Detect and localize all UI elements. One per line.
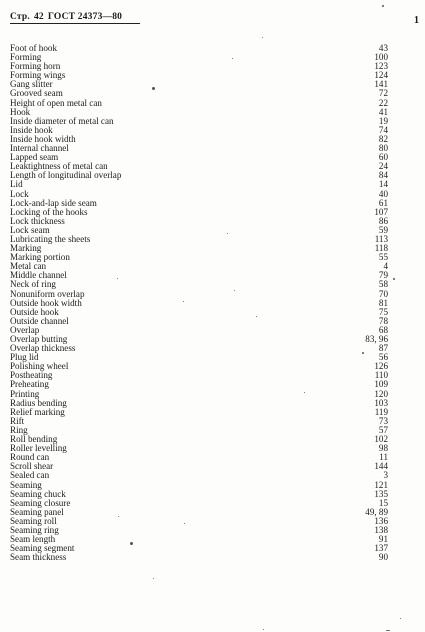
index-term: Overlap thickness (10, 343, 76, 354)
index-entry (10, 44, 388, 53)
index-page-ref: 41 (378, 106, 388, 117)
index-term: Overlap butting (10, 334, 68, 344)
index-term: Preheating (10, 379, 49, 390)
index-term: Metal can (10, 261, 47, 272)
scan-speck (263, 629, 264, 630)
scan-speck (227, 233, 228, 234)
index-term: Roller levelling (10, 443, 67, 454)
index-page-ref: 68 (378, 324, 388, 335)
index-term: Nonuniform overlap (10, 288, 85, 299)
scan-speck (118, 516, 119, 517)
index-page-ref: 14 (378, 179, 388, 190)
index-page-ref: 70 (378, 288, 388, 299)
index-entry (10, 80, 388, 89)
corner-mark: 1 (414, 15, 419, 26)
index-page-ref: 19 (378, 115, 388, 126)
index-page-ref: 74 (378, 124, 388, 135)
index-term: Height of open metal can (10, 97, 102, 108)
index-term: Roll bending (10, 434, 58, 445)
index-entry (10, 171, 388, 180)
index-entry (10, 517, 388, 526)
index-page-ref: 141 (374, 79, 388, 90)
index-list (10, 44, 388, 562)
index-page-ref: 123 (374, 61, 388, 72)
index-entry (10, 380, 388, 389)
index-entry (10, 180, 388, 189)
index-term: Seaming ring (10, 524, 59, 535)
index-term: Seaming closure (10, 497, 71, 508)
index-term: Locking of the hooks (10, 206, 88, 217)
index-entry (10, 444, 388, 453)
index-page-ref: 55 (378, 252, 388, 263)
index-entry (10, 235, 388, 244)
index-term: Marking (10, 243, 42, 254)
index-entry (10, 99, 388, 108)
index-term: Seam thickness (10, 552, 67, 563)
index-term: Polishing wheel (10, 361, 69, 372)
scan-speck (117, 278, 118, 279)
index-page-ref: 138 (374, 524, 388, 535)
index-term: Seaming segment (10, 543, 75, 554)
index-term: Lapped seam (10, 152, 59, 163)
index-term: Gang slitter (10, 79, 53, 90)
index-page-ref: 15 (378, 497, 388, 508)
index-page-ref: 72 (378, 88, 388, 99)
index-page-ref: 78 (378, 315, 388, 326)
index-term: Forming wings (10, 70, 66, 81)
index-page-ref: 43 (378, 43, 388, 53)
index-page-ref: 100 (374, 52, 388, 63)
index-term: Lock thickness (10, 215, 65, 226)
index-entry (10, 426, 388, 435)
index-term: Grooved seam (10, 88, 63, 99)
index-page-ref: 90 (378, 552, 388, 563)
index-page-ref: 98 (378, 443, 388, 454)
index-entry (10, 344, 388, 353)
index-term: Plug lid (10, 352, 39, 363)
index-page-ref: 59 (378, 224, 388, 235)
index-term: Lock seam (10, 224, 50, 235)
index-page-ref: 137 (374, 543, 388, 554)
index-term: Seam length (10, 534, 56, 545)
index-entry (10, 462, 388, 471)
index-entry (10, 481, 388, 490)
index-page-ref: 58 (378, 279, 388, 290)
index-page-ref: 49, 89 (365, 506, 388, 517)
scan-speck (262, 37, 263, 38)
index-entry (10, 217, 388, 226)
index-page-ref: 61 (378, 197, 388, 208)
index-page-ref: 57 (378, 424, 388, 435)
index-entry (10, 362, 388, 371)
index-page-ref: 121 (374, 479, 388, 490)
index-term: Sealed can (10, 470, 50, 481)
index-page-ref: 87 (378, 343, 388, 354)
index-page-ref: 81 (378, 297, 388, 308)
index-entry (10, 544, 388, 553)
index-term: Forming (10, 52, 42, 63)
index-term: Outside hook width (10, 297, 82, 308)
page-prefix: Стр. (10, 12, 30, 22)
scan-speck (393, 278, 395, 280)
index-entry (10, 317, 388, 326)
index-entry (10, 117, 388, 126)
index-page-ref: 3 (383, 470, 388, 481)
index-term: Ring (10, 424, 28, 435)
index-term: Lid (10, 179, 23, 190)
index-page-ref: 24 (378, 161, 388, 172)
index-term: Printing (10, 388, 40, 399)
index-entry (10, 471, 388, 480)
index-page-ref: 11 (379, 452, 388, 463)
index-entry (10, 208, 388, 217)
scan-speck (304, 392, 305, 393)
index-page-ref: 86 (378, 215, 388, 226)
index-entry (10, 53, 388, 62)
index-term: Neck of ring (10, 279, 56, 290)
index-page-ref: 126 (374, 361, 388, 372)
index-entry (10, 253, 388, 262)
index-page-ref: 113 (374, 233, 388, 244)
page-header (10, 12, 140, 24)
index-term: Lock (10, 188, 29, 199)
index-page-ref: 4 (383, 261, 388, 272)
index-page-ref: 120 (374, 388, 388, 399)
index-page-ref: 84 (378, 170, 388, 181)
scan-speck (130, 542, 133, 545)
index-term: Overlap (10, 324, 40, 335)
index-page-ref: 109 (374, 379, 388, 390)
index-term: Seaming panel (10, 506, 64, 517)
index-page-ref: 91 (378, 534, 388, 545)
index-entry (10, 144, 388, 153)
index-term: Forming horn (10, 61, 61, 72)
index-page-ref: 73 (378, 415, 388, 426)
index-term: Length of longitudinal overlap (10, 170, 122, 181)
index-entry (10, 508, 388, 517)
scan-speck (256, 316, 257, 317)
scan-speck (362, 352, 364, 354)
page-number: 42 (33, 12, 44, 22)
index-term: Middle channel (10, 270, 67, 281)
index-page-ref: 103 (374, 397, 388, 408)
index-term: Inside hook width (10, 133, 76, 144)
scan-speck (400, 618, 401, 619)
index-term: Outside hook (10, 306, 59, 317)
index-entry (10, 499, 388, 508)
index-page-ref: 79 (378, 270, 388, 281)
index-term: Radius bending (10, 397, 67, 408)
index-entry (10, 417, 388, 426)
index-page-ref: 22 (378, 97, 388, 108)
index-entry (10, 371, 388, 380)
index-page-ref: 75 (378, 306, 388, 317)
index-entry (10, 271, 388, 280)
scan-speck (232, 58, 233, 59)
scan-speck (382, 5, 384, 7)
index-entry (10, 71, 388, 80)
index-term: Round can (10, 452, 50, 463)
index-term: Postheating (10, 370, 53, 381)
index-term: Seaming (10, 479, 42, 490)
index-page-ref: 124 (374, 70, 388, 81)
index-term: Rift (10, 415, 25, 426)
index-term: Marking portion (10, 252, 70, 263)
scan-speck (152, 87, 155, 90)
index-entry (10, 553, 388, 562)
index-page-ref: 119 (374, 406, 388, 417)
index-term: Hook (10, 106, 31, 117)
index-term: Scroll shear (10, 461, 54, 472)
scan-speck (153, 578, 154, 579)
index-term: Outside channel (10, 315, 69, 326)
index-page-ref: 60 (378, 152, 388, 163)
index-page-ref: 40 (378, 188, 388, 199)
index-entry (10, 399, 388, 408)
index-term: Lubricating the sheets (10, 233, 91, 244)
index-page-ref: 80 (378, 143, 388, 154)
index-term: Seaming chuck (10, 488, 66, 499)
index-page-ref: 118 (374, 243, 388, 254)
index-term: Foot of hook (10, 43, 57, 53)
index-page-ref: 136 (374, 515, 388, 526)
index-term: Inside hook (10, 124, 53, 135)
scan-speck (183, 301, 184, 302)
index-term: Inside diameter of metal can (10, 115, 114, 126)
index-entry (10, 62, 388, 71)
index-page-ref: 56 (378, 352, 388, 363)
index-term: Seaming roll (10, 515, 57, 526)
index-entry (10, 526, 388, 535)
index-term: Relief marking (10, 406, 65, 417)
index-entry (10, 299, 388, 308)
scan-speck (234, 290, 235, 291)
index-term: Lock-and-lap side seam (10, 197, 97, 208)
index-entry (10, 453, 388, 462)
index-term: Internal channel (10, 143, 69, 154)
index-page-ref: 107 (374, 206, 388, 217)
scan-speck (184, 523, 185, 524)
standard-code: ГОСТ 24373—80 (47, 12, 123, 22)
index-page-ref: 83, 96 (365, 334, 388, 344)
index-page-ref: 144 (374, 461, 388, 472)
index-page-ref: 135 (374, 488, 388, 499)
index-page-ref: 102 (374, 434, 388, 445)
index-page-ref: 110 (374, 370, 388, 381)
index-page-ref: 82 (378, 133, 388, 144)
index-term: Leaktightness of metal can (10, 161, 108, 172)
index-entry (10, 408, 388, 417)
scan-speck (386, 630, 390, 631)
